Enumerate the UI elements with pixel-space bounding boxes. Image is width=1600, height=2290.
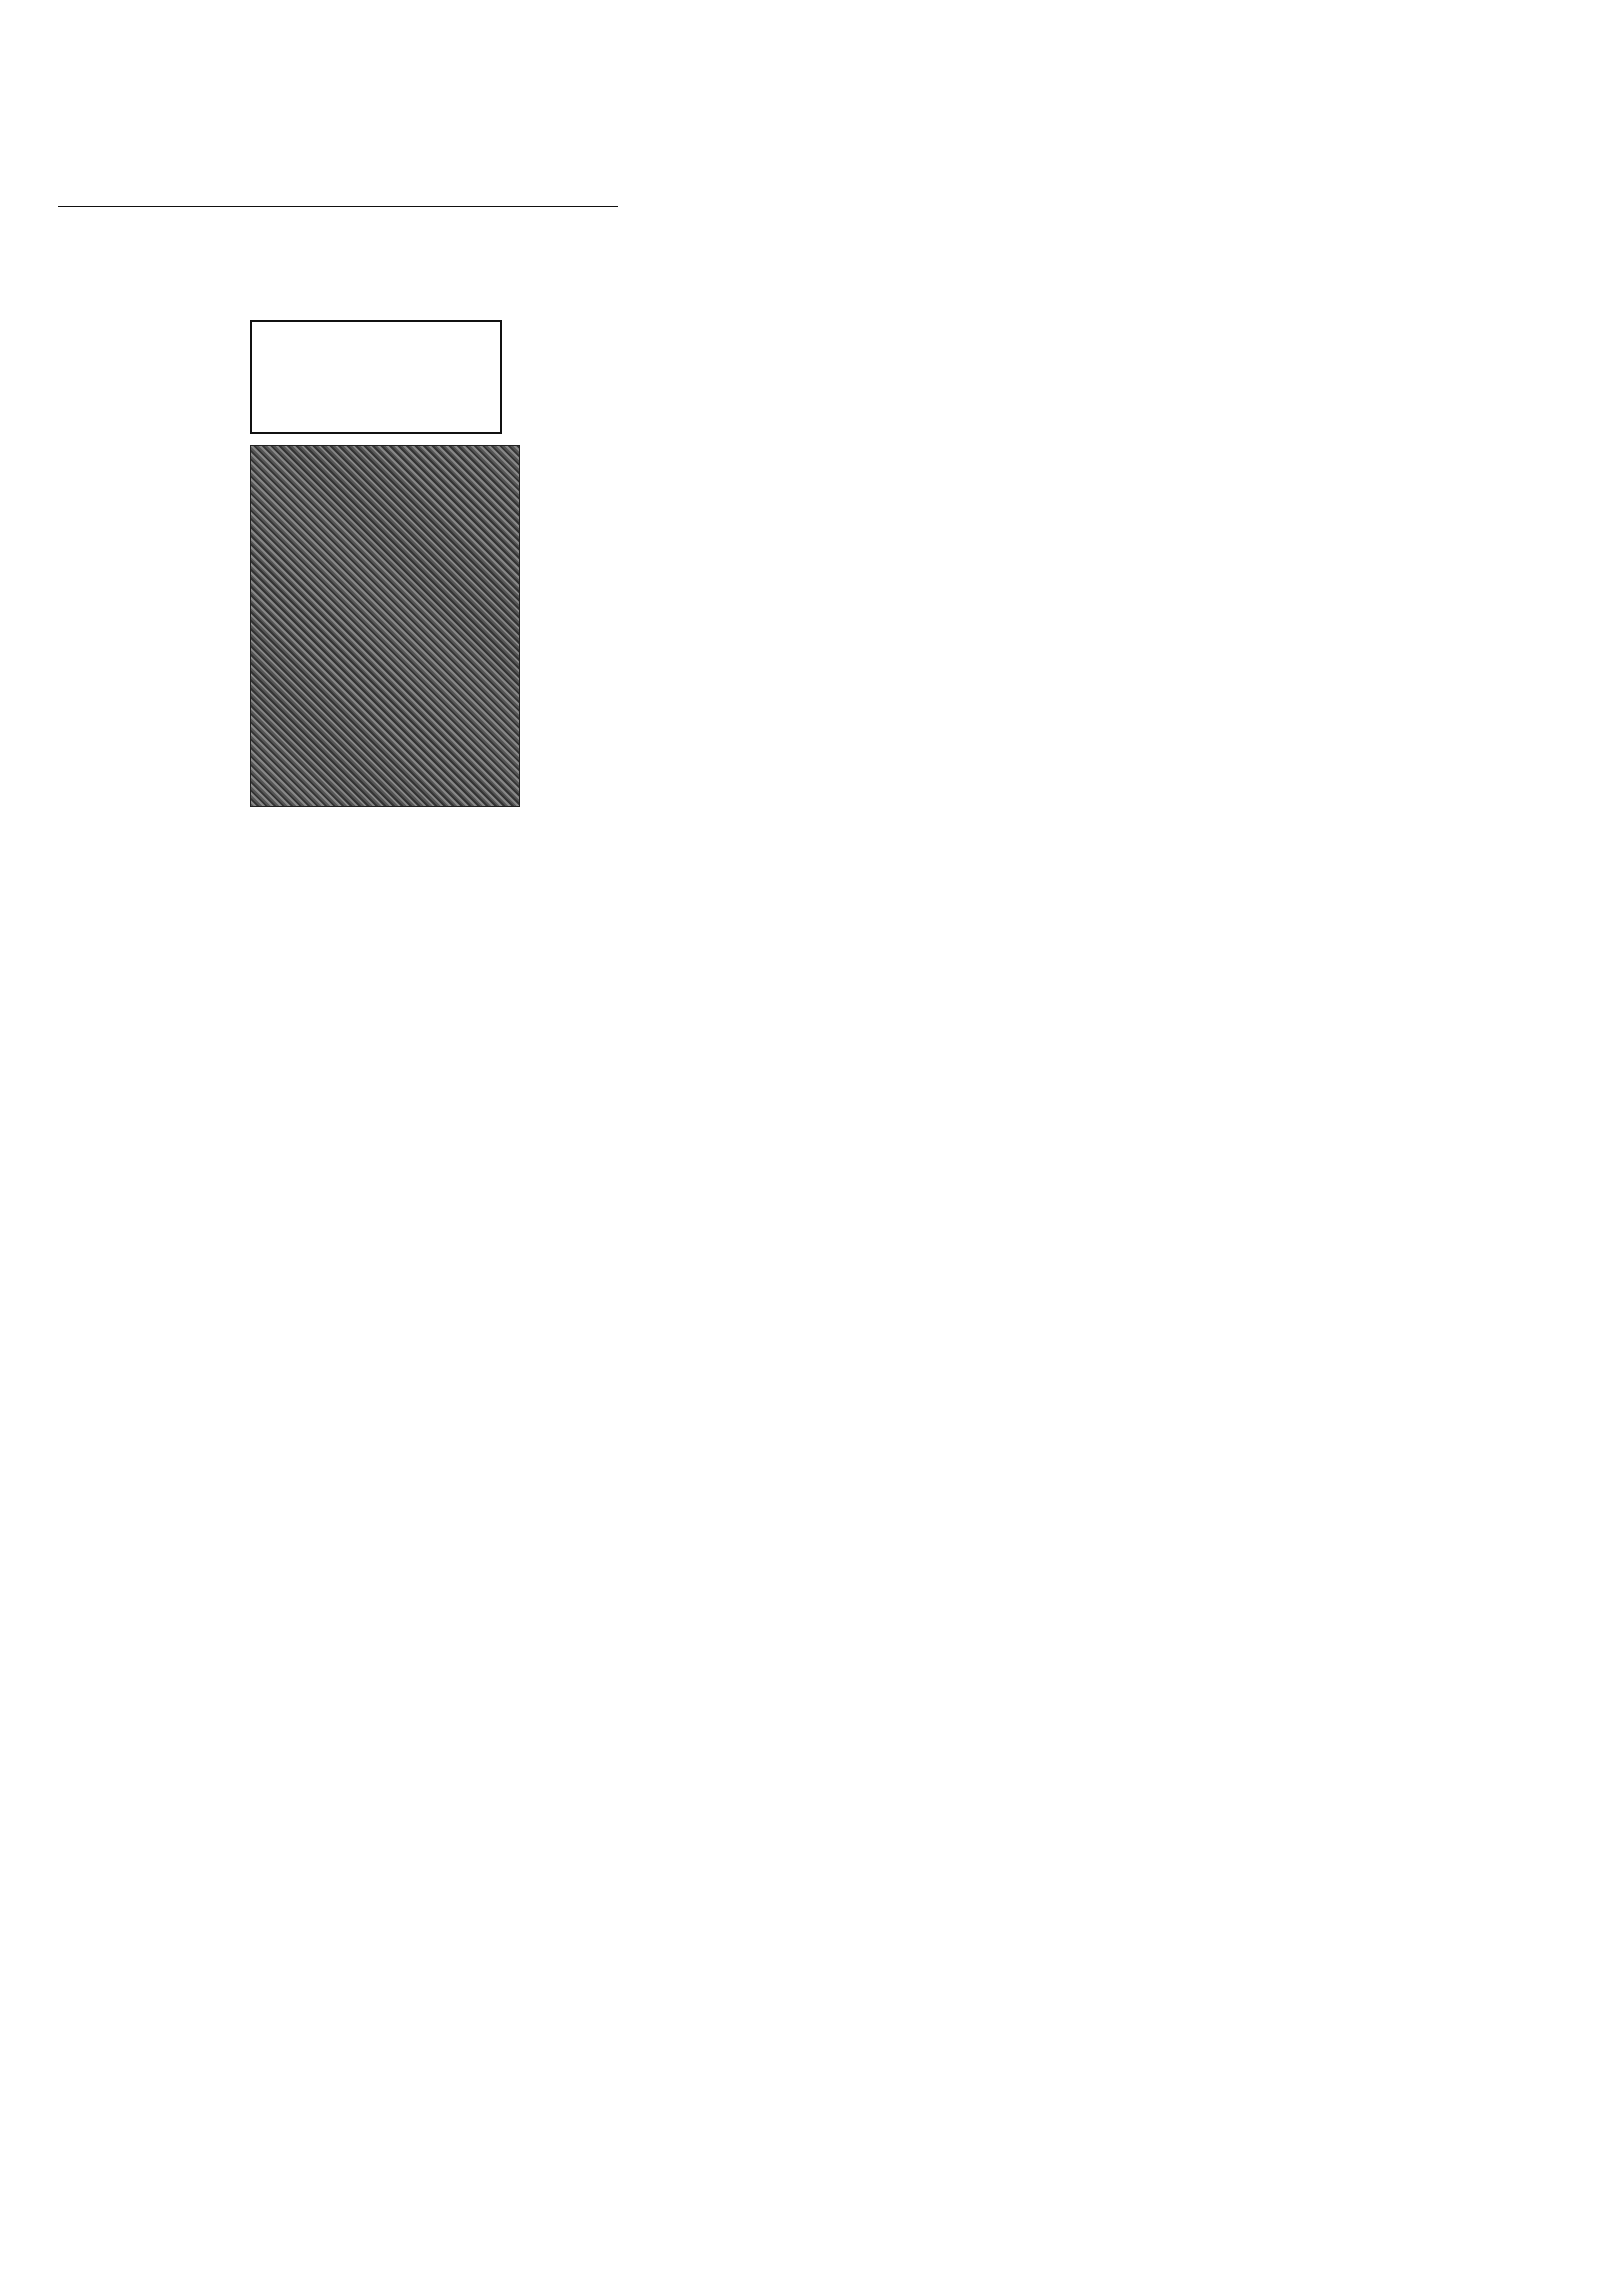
main-col-a (58, 300, 236, 870)
enoples-logo (250, 320, 502, 434)
soldiers-photo (250, 445, 520, 807)
main-headline-line2 (58, 134, 618, 200)
main-col-e (510, 812, 618, 902)
main-intro (58, 215, 423, 305)
main-col-d (380, 812, 500, 902)
main-intro-b (432, 215, 618, 305)
main-col-b (528, 300, 618, 800)
headline-divider (58, 206, 618, 207)
main-col-c (250, 812, 370, 902)
main-headline-line1 (58, 60, 618, 126)
